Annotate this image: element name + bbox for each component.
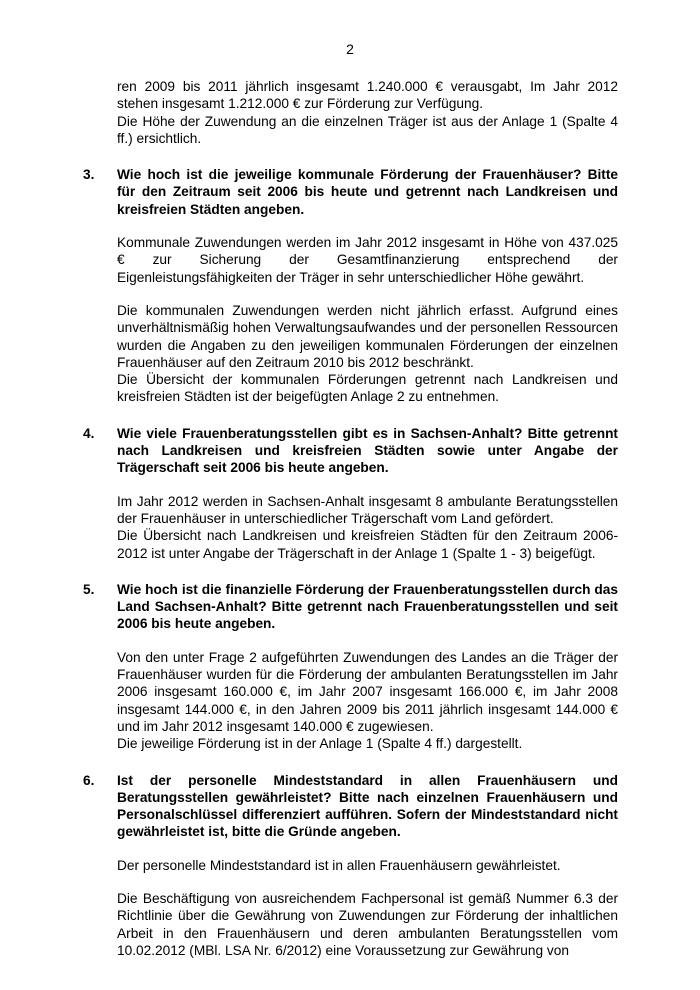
question-text: Ist der personelle Mindeststandard in allen Frauenhäusern und Beratungsstellen gewährleistet? Bitte nach einzelnen Frauenhäusern und Personalschlüssel differenziert aufführen. Sofern der Mindeststandard nicht gewährleistet ist, bitte die Gründe angeben. (117, 772, 618, 840)
intro-line: ren 2009 bis 2011 jährlich insgesamt 1.240.000 € verausgabt, Im Jahr 2012 stehen insgesamt 1.212.000 € zur Förderung zur Verfügung. (117, 79, 618, 112)
answer-line: Die kommunalen Zuwendungen werden nicht jährlich erfasst. Aufgrund eines unverhältnismäßig hohen Verwaltungsaufwandes und der personellen Ressourcen wurden die Angaben zu den jeweiligen kommunalen Förderungen der einzelnen Frauenhäuser auf den Zeitraum 2010 bis 2012 beschränkt. (117, 302, 618, 370)
question-text: Wie hoch ist die jeweilige kommunale Förderung der Frauenhäuser? Bitte für den Zeitraum seit 2006 bis heute und getrennt nach Landkreisen und kreisfreien Städten angeben. (117, 167, 618, 217)
answer-line: Die jeweilige Förderung ist in der Anlage 1 (Spalte 4 ff.) dargestellt. (117, 736, 523, 752)
answer-paragraph (117, 890, 618, 959)
answer-paragraph (117, 857, 618, 874)
question-5 (83, 581, 618, 633)
intro-paragraph (117, 78, 618, 147)
answer-paragraph (117, 493, 618, 562)
question-3 (83, 166, 618, 218)
page-number: 2 (346, 41, 354, 57)
answer-line: Die Übersicht nach Landkreisen und kreisfreien Städten für den Zeitraum 2006-2012 ist unter Angabe der Trägerschaft in der Anlage 1 (Spalte 1 - 3) beigefügt. (117, 528, 618, 561)
answer-line: Die Übersicht der kommunalen Förderungen getrennt nach Landkreisen und kreisfreien Städten ist der beigefügten Anlage 2 zu entnehmen. (117, 372, 618, 405)
answer-line: Von den unter Frage 2 aufgeführten Zuwendungen des Landes an die Träger der Frauenhäuser wurden für die Förderung der ambulanten Beratungsstellen im Jahr 2006 insgesamt 160.000 €, im Jahr 2007 insgesamt 166.000 €, im Jahr 2008 insgesamt 144.000 €, in den Jahren 2009 bis 2011 jährlich insgesamt 144.000 € und im Jahr 2012 insgesamt 140.000 € zugewiesen. (117, 649, 618, 734)
page-content (83, 78, 618, 959)
question-number: 3. (83, 167, 95, 183)
answer-line: Die Beschäftigung von ausreichendem Fachpersonal ist gemäß Nummer 6.3 der Richtlinie über die Gewährung von Zuwendungen zur Förderung der inhaltlichen Arbeit in den Frauenhäusern und deren ambulanten Beratungsstellen vom 10.02.2012 (MBl. LSA Nr. 6/2012) eine Voraussetzung zur Gewährung von (117, 890, 618, 958)
answer-paragraph (117, 302, 618, 406)
question-text: Wie hoch ist die finanzielle Förderung der Frauenberatungsstellen durch das Land Sachsen-Anhalt? Bitte getrennt nach Frauenberatungsstellen und seit 2006 bis heute angeben. (117, 581, 618, 632)
answer-line: Kommunale Zuwendungen werden im Jahr 2012 insgesamt in Höhe von 437.025 € zur Sicherung der Gesamtfinanzierung entsprechend der Eigenleistungsfähigkeiten der Träger in sehr unterschiedlicher Höhe gewährt. (117, 235, 618, 285)
question-text: Wie viele Frauenberatungsstellen gibt es in Sachsen-Anhalt? Bitte getrennt nach Landkreisen und kreisfreien Städten sowie unter Angabe der Trägerschaft seit 2006 bis heute angeben. (117, 425, 618, 476)
question-number: 4. (83, 425, 95, 441)
question-6 (83, 772, 618, 841)
question-4 (83, 425, 618, 477)
question-number: 5. (83, 581, 95, 597)
answer-line: Im Jahr 2012 werden in Sachsen-Anhalt insgesamt 8 ambulante Beratungsstellen der Frauenhäuser in unterschiedlicher Trägerschaft vom Land gefördert. (117, 493, 618, 526)
question-number: 6. (83, 772, 95, 788)
intro-line: Die Höhe der Zuwendung an die einzelnen Träger ist aus der Anlage 1 (Spalte 4 ff.) ersichtlich. (117, 113, 618, 146)
answer-line: Der personelle Mindeststandard ist in allen Frauenhäusern gewährleistet. (117, 857, 561, 873)
answer-paragraph (117, 649, 618, 753)
answer-paragraph (117, 234, 618, 286)
